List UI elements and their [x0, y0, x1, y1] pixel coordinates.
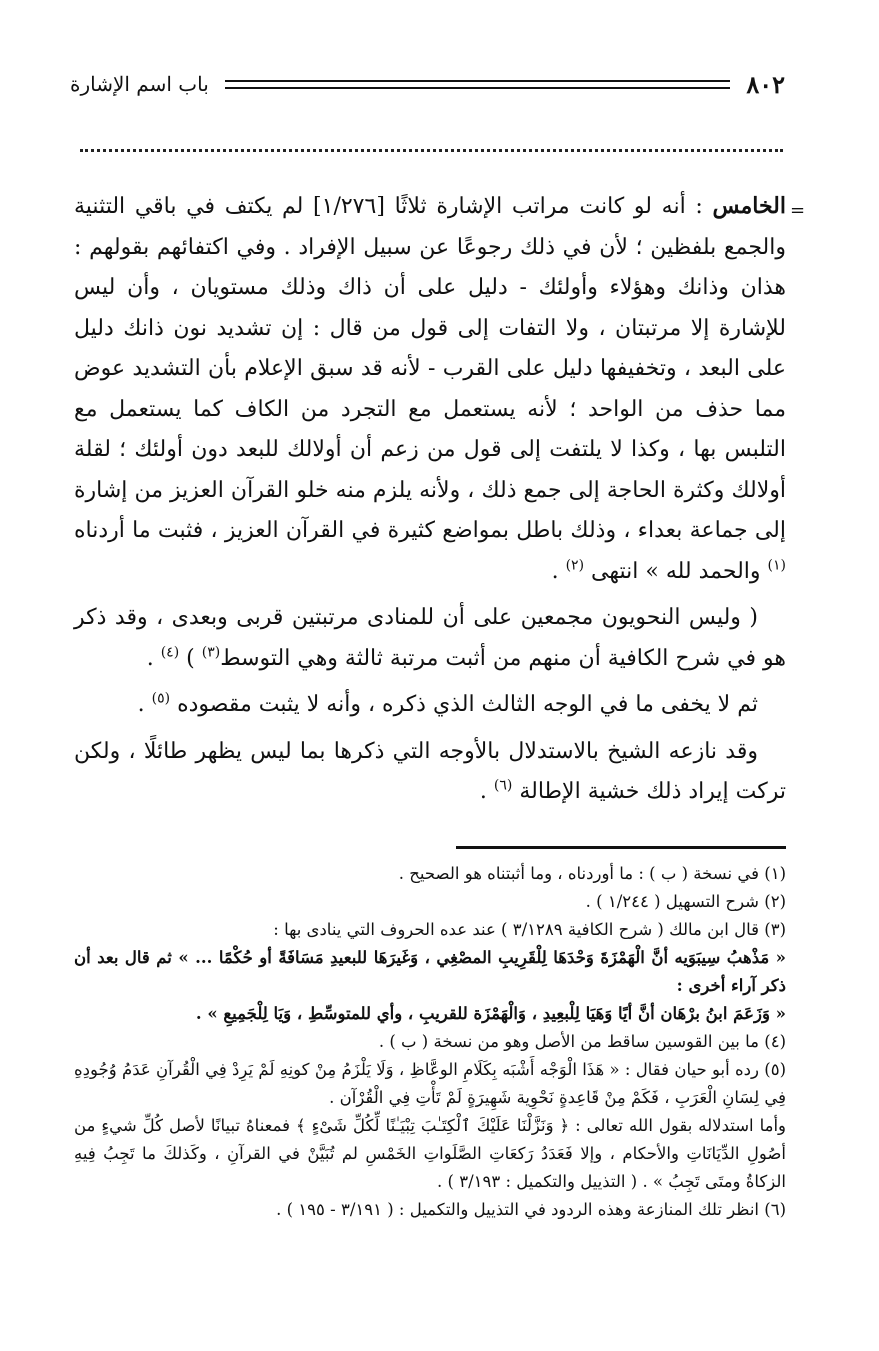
paragraph-end: .: [479, 779, 487, 804]
paragraph-lead: الخامس: [712, 193, 786, 219]
paragraph-end: .: [137, 692, 145, 717]
continuation-mark: =: [790, 200, 806, 221]
paragraph-text: ): [186, 645, 195, 671]
footnote-1: (١) في نسخة ( ب ) : ما أوردناه ، وما أثبتناه هو الصحيح .: [398, 864, 786, 883]
footnote-2: (٢) شرح التسهيل ( ١/٢٤٤ ) .: [585, 892, 786, 911]
paragraph-end: .: [146, 645, 154, 671]
footnote-3-quote: « مَذْهبُ سِيبَوَيه أنَّ الْهَمْزَةَ وَحْدَهَا لِلْقَرِيبِ المصْغِي ، وَغَيرَهَا للبعيدِ مَسَافَةً أو حُكْمًا ... » ثم قال بعد أن ذكر آراء أخرى :: [74, 948, 786, 995]
footnote-ref-6: (٦): [493, 777, 513, 794]
footnote-3: (٣) قال ابن مالك ( شرح الكافية ٣/١٢٨٩ ) عند عده الحروف التي ينادى بها :: [273, 920, 786, 939]
paragraph-text: والحمد لله » انتهى: [591, 558, 761, 584]
page-header: [70, 64, 785, 104]
footnote-ref-4: (٤): [160, 644, 180, 661]
paragraph-dispute: [74, 732, 786, 813]
paragraph-third-aspect: [74, 685, 786, 726]
footnote-3-quote-2: « وَزَعَمَ ابنُ برْهَان أنَّ أيًا وَهَيَا لِلْبعِيدِ ، وَالْهَمْزَة للقريبِ ، وأي للمتوسِّطِ ، وَيَا لِلْجَمِيعِ » .: [195, 1004, 786, 1023]
footnotes: [74, 860, 786, 1224]
paragraph-end: .: [551, 558, 559, 584]
header-rule: [225, 80, 731, 89]
paragraph-text: : أنه لو كانت مراتب الإشارة ثلاثًا [١/٢٧٦] لم يكتف في باقي التثنية والجمع بلفظين ؛ لأن في ذلك رجوعًا عن سبيل الإفراد . وفي اكتفائهم بقولهم : هذان وذانك وهؤلاء وأولئك - دليل على أن ذاك وذلك مستويان ، وأن ليس للإشارة إلا مرتبتان ، ولا التفات إلى قول من قال : إن تشديد نون ذانك دليل على البعد ، وتخفيفها دليل على القرب - لأنه قد سبق الإعلام بأن التشديد عوض مما حذف من الواحد ؛ لأنه يستعمل مع التجرد من الكاف كما يستعمل مع التلبس بها ، وكذا لا يلتفت إلى قول من زعم أن أولالك للبعد دون أولئك ؛ لقلة أولالك وكثرة الحاجة إلى جمع ذلك ، ولأنه يلزم منه خلو القرآن العزيز من إشارة إلى جماعة بعداء ، وذلك باطل بمواضع كثيرة في القرآن العزيز ، فثبت ما أردناه: [74, 194, 786, 543]
paragraph-fifth-reason: [74, 186, 786, 592]
footnote-5-continued: وأما استدلاله بقول الله تعالى : ﴿ وَنَزَّلْنَا عَلَيْكَ ٱلْكِتَـٰبَ تِبْيَـٰنًا لِّكُلِّ شَىْءٍ ﴾ فمعناهُ تبيانًا لأصل كُلِّ شيءٍ من أصُولِ الدِّيَانَاتِ والأحكام ، وإلا فَعَدَدُ رَكعَاتِ الصَّلَواتِ الخَمْسِ لم تُبَيَّنْ في القرآنِ ، وكَذلكَ ما تَجِبُ فِيهِ الزكاةُ ومتَى تَجِبُ » . ( التذييل والتكميل : ٣/١٩٣ ) .: [74, 1116, 786, 1191]
footnote-4: (٤) ما بين القوسين ساقط من الأصل وهو من نسخة ( ب ) .: [378, 1032, 786, 1051]
footnote-ref-3: (٣): [201, 644, 221, 661]
paragraph-vocative: [74, 598, 786, 679]
paragraph-text: ( وليس النحويون مجمعين على أن للمنادى مرتبتين قربى وبعدى ، وقد ذكر هو في شرح الكافية أن منهم من أثبت مرتبة ثالثة وهي التوسط: [74, 605, 786, 671]
footnote-ref-1: (١): [767, 557, 786, 574]
footnote-ref-5: (٥): [151, 690, 171, 707]
chapter-title: باب اسم الإشارة: [70, 72, 209, 96]
paragraph-text: وقد نازعه الشيخ بالاستدلال بالأوجه التي ذكرها بما ليس يظهر طائلًا ، ولكن تركت إيراد ذلك خشية الإطالة: [74, 738, 786, 804]
dotted-divider: [80, 149, 783, 152]
footnote-6: (٦) انظر تلك المنازعة وهذه الردود في التذييل والتكميل : ( ٣/١٩١ - ١٩٥ ) .: [276, 1200, 786, 1219]
footnote-5: (٥) رده أبو حيان فقال : « هَذَا الْوَجْه أَشْبَه بِكَلَامِ الوعَّاظِ ، وَلَا يَلْزَمُ مِنْ كونِهِ لَمْ يَرِدْ فِي الْقُرآنِ عَدَمُ وُجُودِهِ فِي لِسَانِ الْعَرَبِ ، فَكَمْ مِنْ قَاعِدةٍ نَحْوِية شَهِيرَةٍ لَمْ تَأْتِ فِي الْقُرْآن .: [74, 1060, 786, 1107]
page-number: ٨٠٢: [746, 69, 785, 99]
footnote-separator: [456, 846, 786, 849]
paragraph-text: ثم لا يخفى ما في الوجه الثالث الذي ذكره ، وأنه لا يثبت مقصوده: [177, 692, 758, 717]
footnote-ref-2: (٢): [565, 557, 585, 574]
main-text: [74, 186, 786, 819]
